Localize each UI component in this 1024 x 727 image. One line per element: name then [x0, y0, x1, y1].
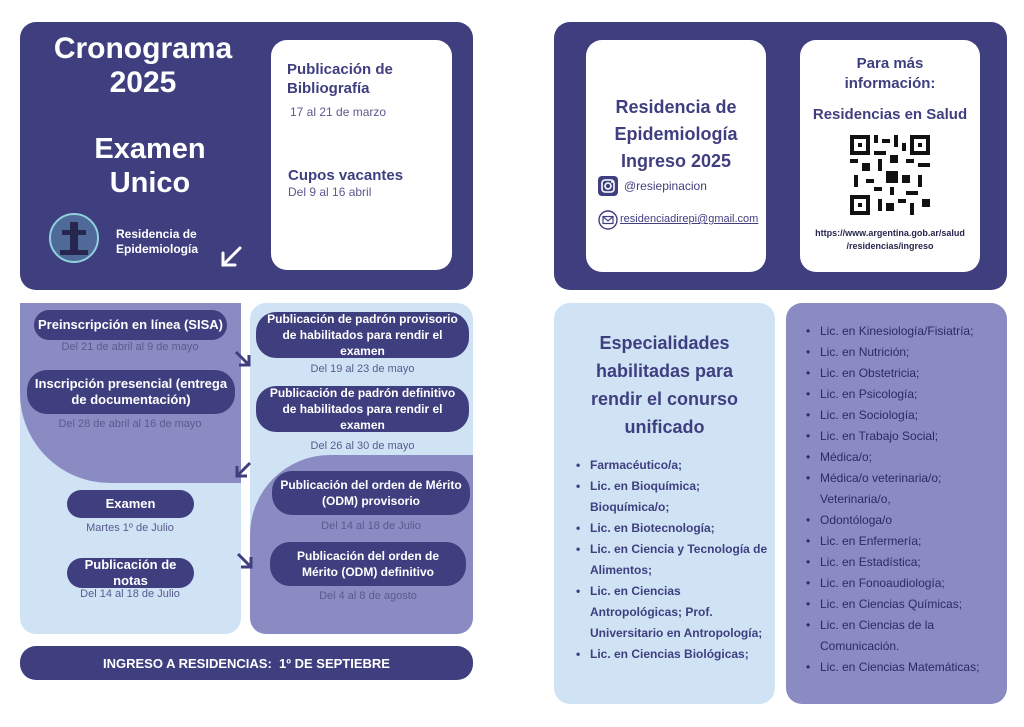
- examen-pill: Examen: [67, 490, 194, 518]
- notas-pill: Publicación de notas: [67, 558, 194, 588]
- padron-definitivo-pill: Publicación de padrón definitivo de habilitados para rendir el examen: [256, 386, 469, 432]
- especialidad-item: • Lic. en Ciencias de la Comunicación.: [798, 615, 1003, 657]
- preinscripcion-date: Del 21 de abril al 9 de mayo: [61, 341, 199, 353]
- residency-card: [586, 40, 766, 272]
- padron-definitivo-date: Del 26 al 30 de mayo: [310, 440, 415, 452]
- notas-date: Del 14 al 18 de Julio: [80, 588, 180, 600]
- especialidad-item: • Médica/o veterinaria/o; Veterinaria/o,: [798, 468, 1003, 510]
- publication-card: [271, 40, 452, 270]
- especialidad-item: • Lic. en Ciencias Biológicas;: [568, 644, 768, 665]
- especialidad-item: • Lic. en Bioquímica; Bioquímica/o;: [568, 476, 768, 518]
- site-url-line2[interactable]: /residencias/ingreso: [846, 241, 934, 251]
- inscripcion-date: Del 28 de abril al 16 de mayo: [58, 418, 202, 430]
- especialidad-item: • Lic. en Psicología;: [798, 384, 1003, 405]
- especialidad-item: • Lic. en Ciencia y Tecnología de Alimentos;: [568, 539, 768, 581]
- especialidades-left-panel: [554, 303, 775, 704]
- especialidades-list-right: [798, 321, 1003, 678]
- especialidades-right-panel: [786, 303, 1007, 704]
- bibliografia-date: 17 al 21 de marzo: [290, 105, 387, 119]
- contact-panel: [554, 22, 1007, 290]
- especialidad-item: • Lic. en Ciencias Antropológicas; Prof. Universitario en Antropología;: [568, 581, 768, 644]
- ingreso-banner: INGRESO A RESIDENCIAS: 1º DE SEPTIEBRE: [20, 646, 473, 680]
- preinscripcion-pill: Preinscripción en línea (SISA): [34, 310, 227, 340]
- padron-provisorio-pill: Publicación de padrón provisorio de habilitados para rendir el examen: [256, 312, 469, 358]
- qr-code[interactable]: [850, 135, 930, 215]
- odm-definitivo-date: Del 4 al 8 de agosto: [319, 590, 417, 602]
- especialidad-item: • Lic. en Estadística;: [798, 552, 1003, 573]
- odm-provisorio-date: Del 14 al 18 de Julio: [321, 520, 421, 532]
- especialidad-item: • Lic. en Trabajo Social;: [798, 426, 1003, 447]
- email-link[interactable]: residenciadirepi@gmail.com: [620, 213, 759, 225]
- cupos-date: Del 9 al 16 abril: [288, 185, 372, 199]
- email-icon: [598, 210, 618, 230]
- site-url-line1[interactable]: https://www.argentina.gob.ar/salud: [815, 228, 965, 238]
- exam-title: Examen Unico: [94, 133, 206, 199]
- odm-provisorio-pill: Publicación del orden de Mérito (ODM) provisorio: [272, 471, 470, 515]
- especialidad-item: • Lic. en Kinesiología/Fisiatría;: [798, 321, 1003, 342]
- instagram-handle[interactable]: @resiepinacion: [624, 179, 707, 193]
- residency-logo: [46, 212, 102, 264]
- residency-name: Residencia de Epidemiología: [116, 227, 199, 256]
- info-card: [800, 40, 980, 272]
- especialidad-item: • Farmacéutico/a;: [568, 455, 768, 476]
- cupos-title: Cupos vacantes: [288, 167, 404, 184]
- examen-date: Martes 1º de Julio: [86, 522, 174, 534]
- arrow-icon: [218, 244, 244, 270]
- inscripcion-pill: Inscripción presencial (entrega de documentación): [27, 370, 235, 414]
- more-info-text: Para más información:: [844, 55, 936, 92]
- especialidad-item: • Lic. en Ciencias Químicas;: [798, 594, 1003, 615]
- site-name: Residencias en Salud: [812, 106, 968, 123]
- cronograma-panel: [20, 22, 473, 290]
- instagram-icon: [598, 176, 618, 196]
- especialidad-item: • Médica/o;: [798, 447, 1003, 468]
- arrow-icon: [234, 459, 252, 485]
- especialidades-title: Especialidades habilitadas para rendir el conurso unificado: [590, 333, 739, 437]
- especialidad-item: • Lic. en Obstetricia;: [798, 363, 1003, 384]
- especialidad-item: • Lic. en Ciencias Matemáticas;: [798, 657, 1003, 678]
- especialidad-item: • Lic. en Biotecnología;: [568, 518, 768, 539]
- especialidad-item: • Odontóloga/o: [798, 510, 1003, 531]
- bibliografia-title: Publicación de Bibliografía: [287, 61, 393, 97]
- especialidad-item: • Lic. en Enfermería;: [798, 531, 1003, 552]
- especialidad-item: • Lic. en Nutrición;: [798, 342, 1003, 363]
- arrow-icon: [234, 348, 252, 374]
- especialidades-list-left: [568, 455, 768, 665]
- cronograma-title: Cronograma 2025: [53, 32, 233, 99]
- especialidad-item: • Lic. en Sociología;: [798, 405, 1003, 426]
- arrow-icon: [236, 550, 254, 576]
- residency-card-title: Residencia de Epidemiología Ingreso 2025: [614, 97, 738, 171]
- especialidad-item: • Lic. en Fonoaudiología;: [798, 573, 1003, 594]
- odm-definitivo-pill: Publicación del orden de Mérito (ODM) definitivo: [270, 542, 466, 586]
- padron-provisorio-date: Del 19 al 23 de mayo: [310, 363, 415, 375]
